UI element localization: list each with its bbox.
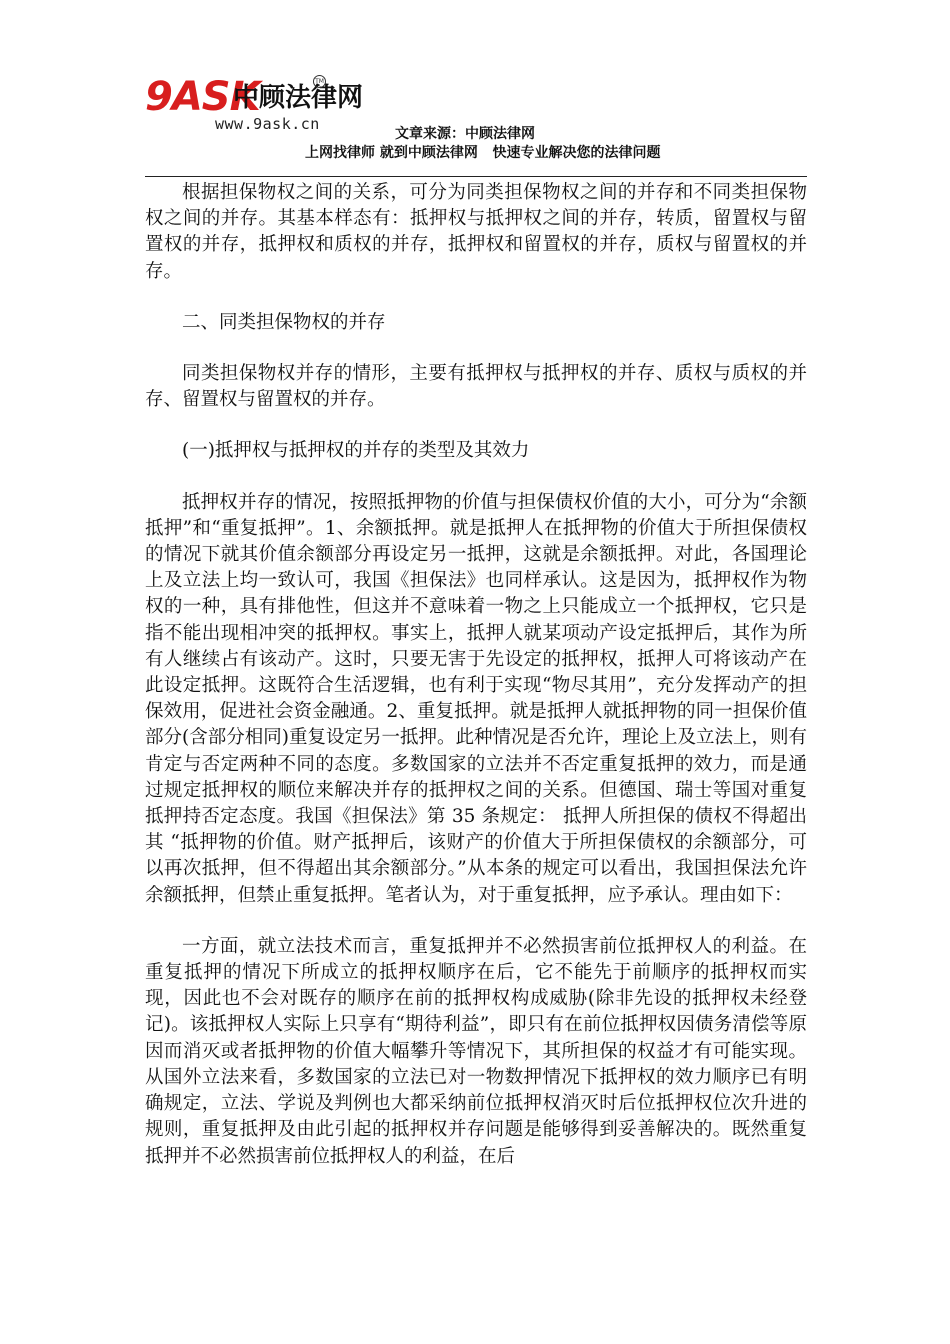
paragraph: 一方面，就立法技术而言，重复抵押并不必然损害前位抵押权人的利益。在重复抵押的情况下所成立的抵押权顺序在后，它不能先于前顺序的抵押权而实现，因此也不会对既存的顺序在前的抵押权构成威胁(除非先设的抵押权未经登记)。该抵押权人实际上只享有“期待利益”，即只有在前位抵押权因债务清偿等原因而消灭或者抵押物的价值大幅攀升等情况下，其所担保的权益才有可能实现。从国外立法来看，多数国家的立法已对一物数押情况下抵押权的效力顺序已有明确规定，立法、学说及判例也大都采纳前位抵押权消灭时后位抵押权位次升进的规则，重复抵押及由此引起的抵押权并存问题是能够得到妥善解决的。既然重复抵押并不必然损害前位抵押权人的利益，在后 — [145, 935, 807, 1167]
header-divider — [145, 176, 807, 177]
article-body — [145, 180, 807, 1170]
paragraph: 根据担保物权之间的关系，可分为同类担保物权之间的并存和不同类担保物权之间的并存。其基本样态有：抵押权与抵押权之间的并存，转质，留置权与留置权的并存，抵押权和质权的并存，抵押权和留置权的并存，质权与留置权的并存。 — [145, 182, 807, 282]
site-logo[interactable] — [145, 75, 395, 137]
paragraph: 抵押权并存的情况，按照抵押物的价值与担保债权价值的大小，可分为“余额抵押”和“重复抵押”。1、余额抵押。就是抵押人在抵押物的价值大于所担保债权的情况下就其价值余额部分再设定另一抵押，这就是余额抵押。对此，各国理论上及立法上均一致认可，我国《担保法》也同样承认。这是因为，抵押权作为物权的一种，具有排他性，但这并不意味着一物之上只能成立一个抵押权，它只是指不能出现相冲突的抵押权。事实上，抵押人就某项动产设定抵押后，其作为所有人继续占有该动产。这时，只要无害于先设定的抵押权，抵押人可将该动产在此设定抵押。这既符合生活逻辑，也有利于实现“物尽其用”，充分发挥动产的担保效用，促进社会资金融通。2、重复抵押。就是抵押人就抵押物的同一担保价值部分(含部分相同)重复设定另一抵押。此种情况是否允许，理论上及立法上，则有肯定与否定两种不同的态度。多数国家的立法并不否定重复抵押的效力，而是通过规定抵押权的顺位来解决并存的抵押权之间的关系。但德国、瑞士等国对重复抵押持否定态度。我国《担保法》第 35 条规定： 抵押人所担保的债权不得超出其 “抵押物的价值。财产抵押后，该财产的价值大于所担保债权的余额部分，可以再次抵押，但不得超出其余额部分。”从本条的规定可以看出，我国担保法允许余额抵押，但禁止重复抵押。笔者认为，对于重复抵押，应予承认。理由如下： — [145, 491, 807, 906]
section-heading: 二、同类担保物权的并存 — [182, 311, 386, 333]
logo-mark: 9ASK — [145, 74, 260, 120]
site-slogan: 上网找律师 就到中顾法律网 快速专业解决您的法律问题 — [305, 145, 661, 161]
trademark-icon: TM — [313, 75, 326, 88]
article-source: 文章来源：中顾法律网 — [395, 126, 535, 142]
logo-url: www.9ask.cn — [215, 115, 320, 133]
subsection-heading: (一)抵押权与抵押权的并存的类型及其效力 — [182, 440, 530, 462]
logo-cn-name: 中顾法律网 — [233, 83, 364, 113]
paragraph: 同类担保物权并存的情形，主要有抵押权与抵押权的并存、质权与质权的并存、留置权与留置权的并存。 — [145, 363, 807, 411]
